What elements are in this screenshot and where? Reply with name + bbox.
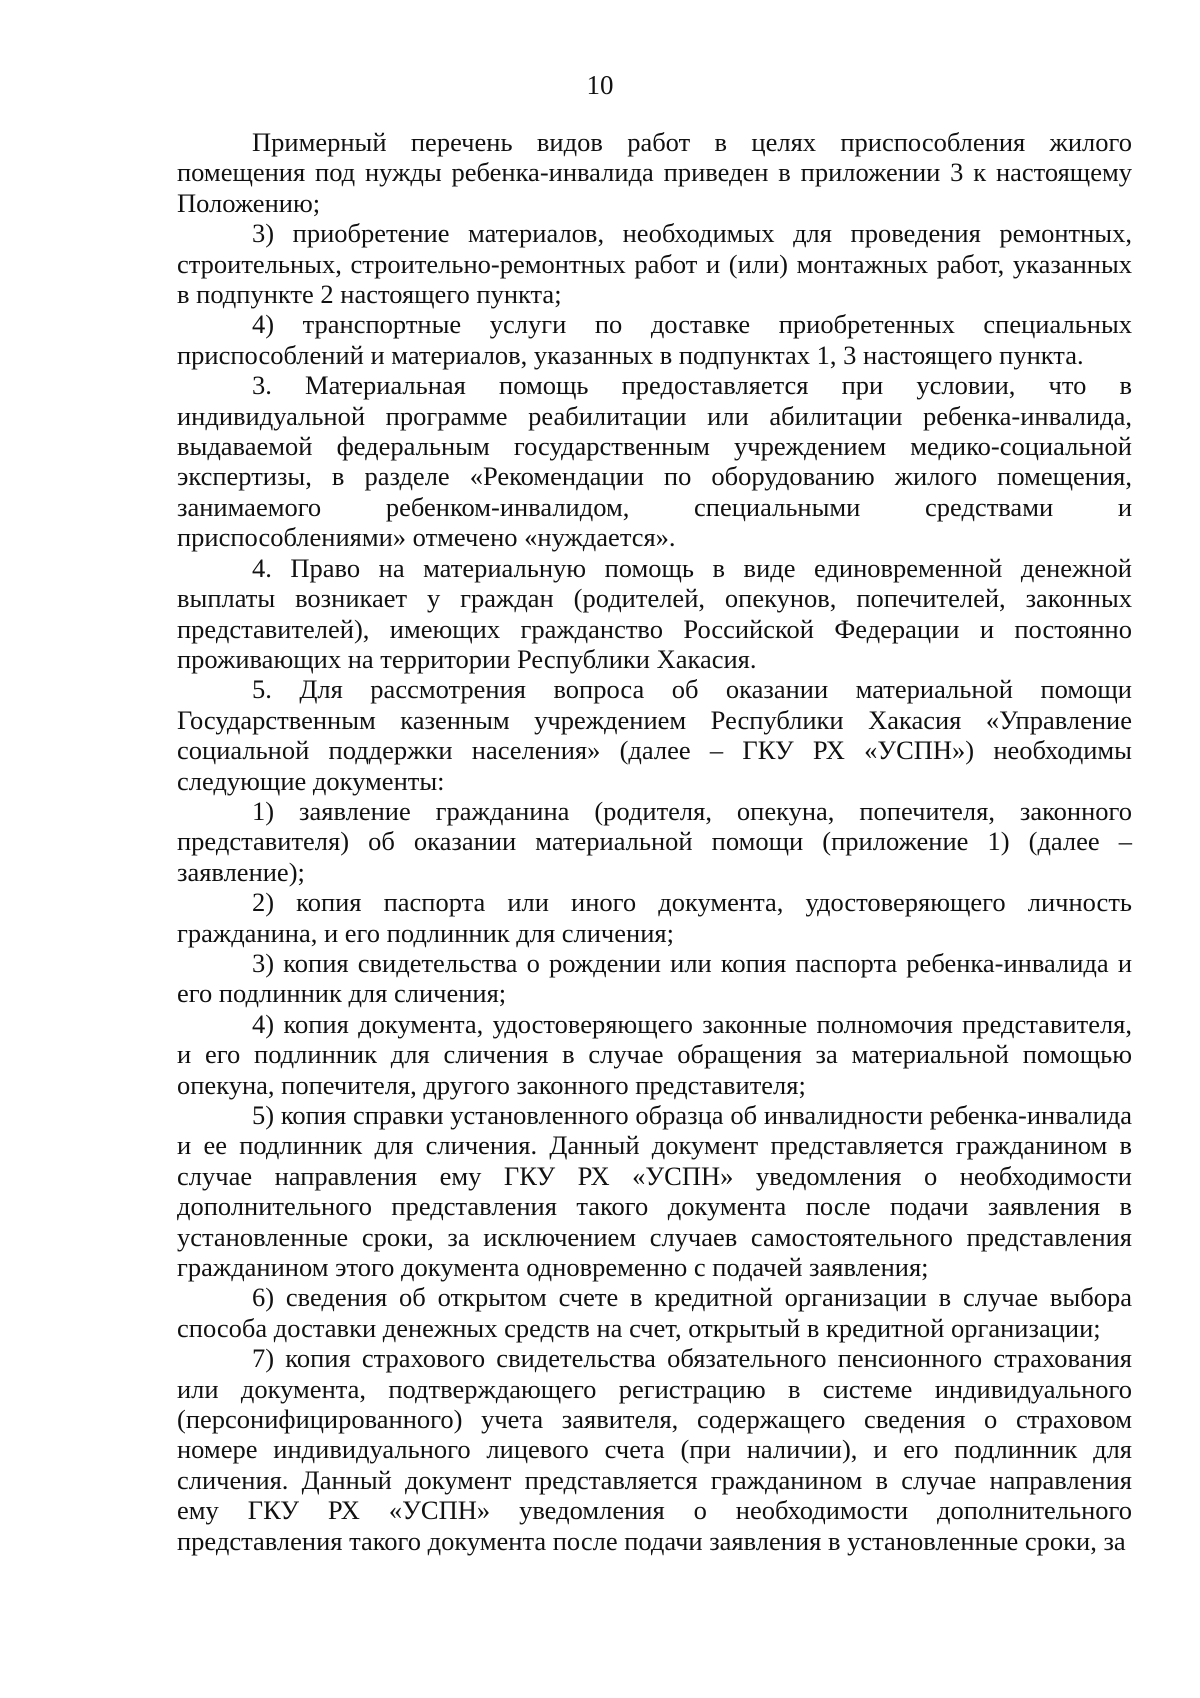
page-number: 10 [586,70,614,100]
document-body [177,127,1132,1556]
paragraph-doc-3-birth-certificate: 3) копия свидетельства о рождении или копия паспорта ребенка-инвалида и его подлинник для сличения; [177,947,1132,1009]
paragraph-doc-4-representative: 4) копия документа, удостоверяющего законные полномочия представителя, и его подлинник для сличения в случае обращения за материальной помощью опекуна, попечителя, другого законного представителя; [177,1008,1132,1100]
paragraph-section-5: 5. Для рассмотрения вопроса об оказании материальной помощи Государственным казенным учреждением Республики Хакасия «Управление социальной поддержки населения» (далее – ГКУ РХ «УСПН») необходимы следующие документы: [177,674,1132,796]
paragraph-doc-6-bank-account: 6) сведения об открытом счете в кредитной организации в случае выбора способа доставки денежных средств на счет, открытый в кредитной организации; [177,1282,1132,1343]
paragraph-doc-1-application: 1) заявление гражданина (родителя, опекуна, попечителя, законного представителя) об оказании материальной помощи (приложение 1) (далее – заявление); [177,795,1132,887]
paragraph-doc-7-insurance: 7) копия страхового свидетельства обязательного пенсионного страхования или документа, подтверждающего регистрацию в системе индивидуального (персонифицированного) учета заявителя, содержащего сведения о страховом номере индивидуального лицевого счета (при наличии), и его подлинник для сличения. Данный документ представляется гражданином в случае направления ему ГКУ РХ «УСПН» уведомления о необходимости дополнительного представления такого документа после подачи заявления в установленные сроки, за [177,1343,1132,1556]
paragraph-doc-2-passport: 2) копия паспорта или иного документа, удостоверяющего личность гражданина, и его подлинник для сличения; [177,887,1132,948]
paragraph-section-3: 3. Материальная помощь предоставляется при условии, что в индивидуальной программе реабилитации или абилитации ребенка-инвалида, выдаваемой федеральным государственным учреждением медико-социальной экспертизы, в разделе «Рекомендации по оборудованию жилого помещения, занимаемого ребенком-инвалидом, специальными средствами и приспособлениями» отмечено «нуждается». [177,370,1132,553]
paragraph-item-4-transport: 4) транспортные услуги по доставке приобретенных специальных приспособлений и материалов, указанных в подпунктах 1, 3 настоящего пункта. [177,309,1132,370]
paragraph-doc-5-disability-certificate: 5) копия справки установленного образца об инвалидности ребенка-инвалида и ее подлинник для сличения. Данный документ представляется гражданином в случае направления ему ГКУ РХ «УСПН» уведомления о необходимости дополнительного представления такого документа после подачи заявления в установленные сроки, за исключением случаев самостоятельного представления гражданином этого документа одновременно с подачей заявления; [177,1100,1132,1283]
paragraph-item-3-materials: 3) приобретение материалов, необходимых для проведения ремонтных, строительных, строительно-ремонтных работ и (или) монтажных работ, указанных в подпункте 2 настоящего пункта; [177,218,1132,310]
paragraph-work-list: Примерный перечень видов работ в целях приспособления жилого помещения под нужды ребенка-инвалида приведен в приложении 3 к настоящему Положению; [177,127,1132,218]
paragraph-section-4: 4. Право на материальную помощь в виде единовременной денежной выплаты возникает у граждан (родителей, опекунов, попечителей, законных представителей), имеющих гражданство Российской Федерации и постоянно проживающих на территории Республики Хакасия. [177,552,1132,674]
